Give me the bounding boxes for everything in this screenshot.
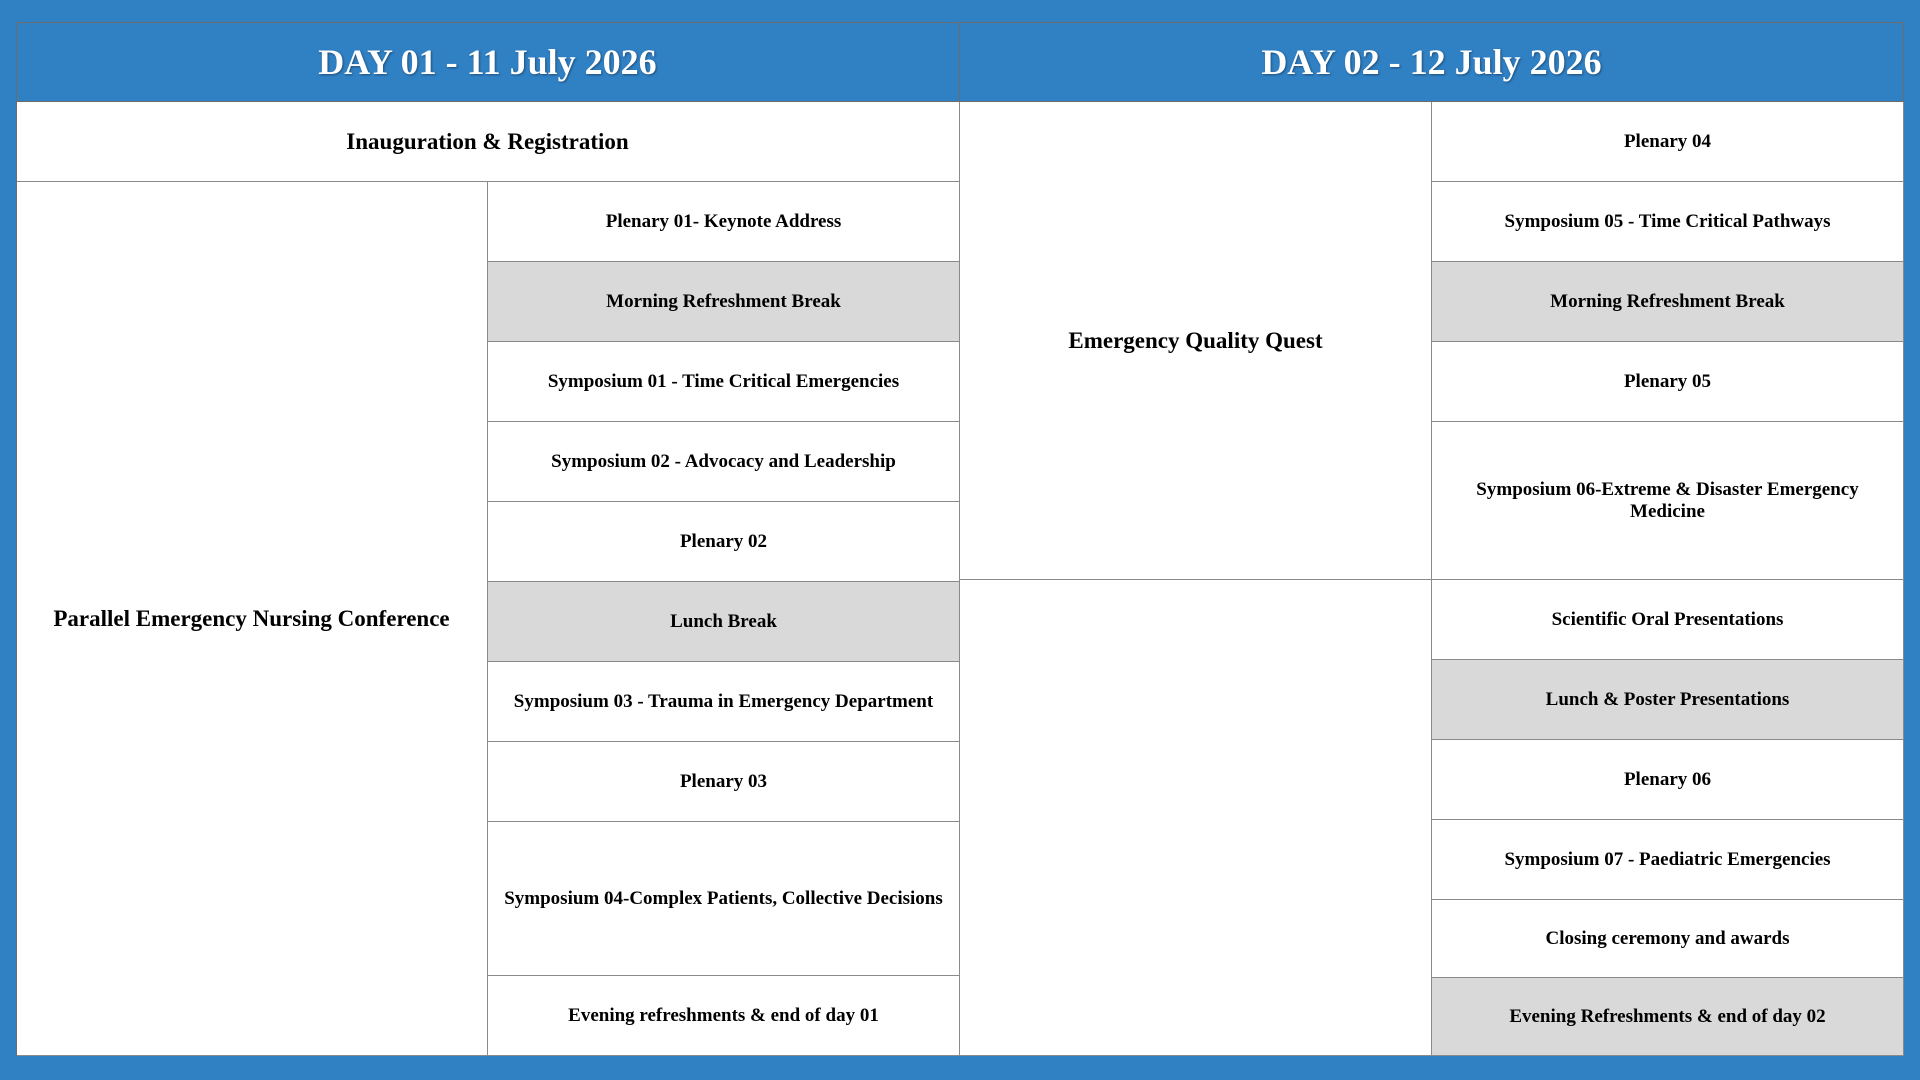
parallel-nursing-conference-cell: Parallel Emergency Nursing Conference	[16, 182, 488, 1056]
day2-session-break: Morning Refreshment Break	[1432, 262, 1904, 342]
day1-session: Plenary 01- Keynote Address	[488, 182, 960, 262]
day2-session-break: Lunch & Poster Presentations	[1432, 660, 1904, 740]
day1-session-break: Lunch Break	[488, 582, 960, 662]
day1-session: Plenary 02	[488, 502, 960, 582]
emergency-quality-quest-cell: Emergency Quality Quest	[960, 102, 1432, 580]
day2-session: Plenary 06	[1432, 740, 1904, 820]
day2-session: Symposium 05 - Time Critical Pathways	[1432, 182, 1904, 262]
day2-header: DAY 02 - 12 July 2026	[960, 22, 1904, 102]
day1-session: Symposium 04-Complex Patients, Collective Decisions	[488, 822, 960, 976]
day1-session: Symposium 02 - Advocacy and Leadership	[488, 422, 960, 502]
day1-session: Evening refreshments & end of day 01	[488, 976, 960, 1056]
day2-session: Plenary 04	[1432, 102, 1904, 182]
day1-session: Symposium 01 - Time Critical Emergencies	[488, 342, 960, 422]
day2-session: Plenary 05	[1432, 342, 1904, 422]
day1-session: Symposium 03 - Trauma in Emergency Department	[488, 662, 960, 742]
day2-session: Scientific Oral Presentations	[1432, 580, 1904, 660]
day2-empty-cell	[960, 580, 1432, 1056]
day2-session: Closing ceremony and awards	[1432, 900, 1904, 978]
day2-session-break: Evening Refreshments & end of day 02	[1432, 978, 1904, 1056]
day2-session: Symposium 07 - Paediatric Emergencies	[1432, 820, 1904, 900]
day1-session: Plenary 03	[488, 742, 960, 822]
day1-session-break: Morning Refreshment Break	[488, 262, 960, 342]
schedule-table	[16, 22, 1904, 1056]
day2-session: Symposium 06-Extreme & Disaster Emergency Medicine	[1432, 422, 1904, 580]
day1-header: DAY 01 - 11 July 2026	[16, 22, 960, 102]
inauguration-cell: Inauguration & Registration	[16, 102, 960, 182]
